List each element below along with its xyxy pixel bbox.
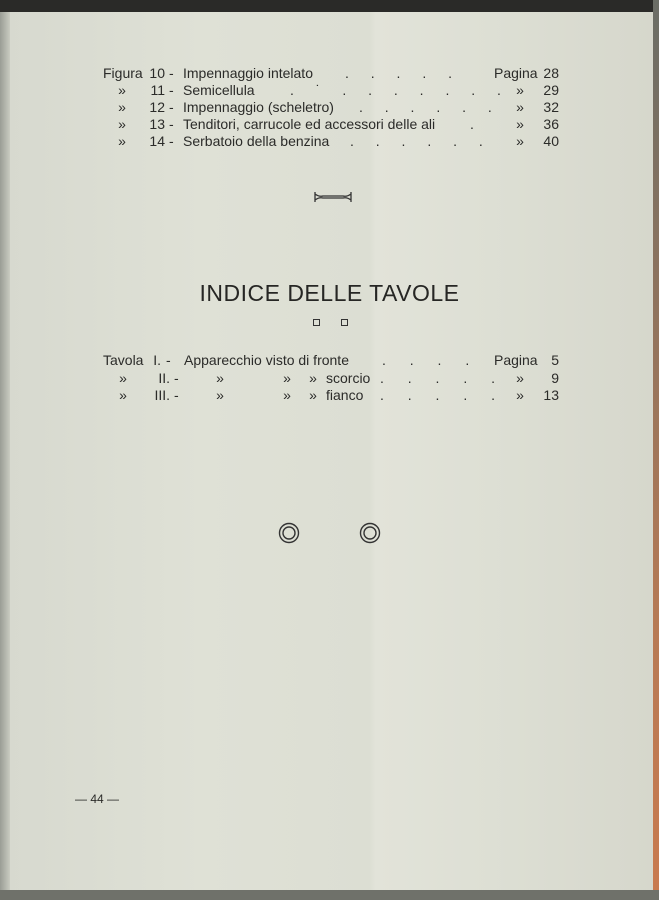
page-number: 28 xyxy=(543,65,559,81)
ditto-mark: » xyxy=(516,82,524,98)
entry-number: 13 xyxy=(149,116,165,132)
dot-leader: . . . . . xyxy=(380,387,506,403)
entry-number: III. xyxy=(154,387,170,403)
entry-separator: - xyxy=(169,82,174,98)
ditto-mark: » xyxy=(283,370,291,386)
circle-ornament xyxy=(278,522,300,544)
page-number: 9 xyxy=(551,370,559,386)
figure-entry xyxy=(0,133,659,150)
page-label: Pagina xyxy=(494,65,538,81)
entry-title: Impennaggio intelato xyxy=(183,65,313,81)
entry-separator: - xyxy=(169,65,174,81)
page-label: Pagina xyxy=(494,352,538,368)
ditto-mark: » xyxy=(283,387,291,403)
ditto-mark: » xyxy=(516,370,524,386)
entry-number: 10 xyxy=(149,65,165,81)
page-number: 32 xyxy=(543,99,559,115)
dot-leader: . . . . . . xyxy=(350,133,492,149)
page-number-folio: — 44 — xyxy=(75,792,120,806)
ditto-mark: » xyxy=(118,82,126,98)
entry-number: 14 xyxy=(149,133,165,149)
ditto-mark: » xyxy=(118,99,126,115)
table-entry xyxy=(0,387,659,404)
entry-title: scorcio xyxy=(326,370,371,386)
dot-leader: . . . . xyxy=(382,352,480,368)
entry-prefix: Tavola xyxy=(103,352,144,368)
ditto-mark: » xyxy=(309,370,317,386)
page-number: 40 xyxy=(543,133,559,149)
square-ornament xyxy=(313,319,320,326)
figure-entry xyxy=(0,99,659,116)
entry-number: I. xyxy=(153,352,161,368)
entry-separator: - xyxy=(174,370,179,386)
square-ornament xyxy=(341,319,348,326)
entry-title: fianco xyxy=(326,387,364,403)
table-entry xyxy=(0,352,659,369)
section-heading: INDICE DELLE TAVOLE xyxy=(199,280,460,306)
ditto-mark: » xyxy=(516,116,524,132)
entry-separator: - xyxy=(169,133,174,149)
figure-entry xyxy=(0,116,659,133)
dot-leader: . . . . . xyxy=(345,65,462,81)
entry-number: II. xyxy=(158,370,170,386)
circle-ornament xyxy=(359,522,381,544)
entry-number: 12 xyxy=(149,99,165,115)
divider-ornament xyxy=(313,191,353,203)
dot-leader: . ˙ . . . . . . . xyxy=(290,82,510,98)
dot-leader: . . . . . xyxy=(380,370,506,386)
ditto-mark: » xyxy=(119,370,127,386)
ditto-mark: » xyxy=(309,387,317,403)
figure-entry xyxy=(0,82,659,99)
dot-leader: . . . . . . xyxy=(359,99,501,115)
entry-separator: - xyxy=(174,387,179,403)
entry-title: Tenditori, carrucole ed accessori delle ali xyxy=(183,116,436,132)
entry-title: Serbatoio della benzina xyxy=(183,133,330,149)
ditto-mark: » xyxy=(216,370,224,386)
entry-separator: - xyxy=(169,99,174,115)
entry-title: Apparecchio visto di fronte xyxy=(184,352,349,368)
ditto-mark: » xyxy=(118,116,126,132)
entry-number: 11 xyxy=(150,82,165,98)
page-number: 36 xyxy=(543,116,559,132)
entry-title: Semicellula xyxy=(183,82,255,98)
entry-prefix: Figura xyxy=(103,65,143,81)
page-number: 29 xyxy=(543,82,559,98)
ditto-mark: » xyxy=(516,133,524,149)
ditto-mark: » xyxy=(119,387,127,403)
page-bottom-edge xyxy=(0,890,659,900)
figure-entry xyxy=(0,65,659,82)
table-entry xyxy=(0,370,659,387)
ditto-mark: » xyxy=(118,133,126,149)
entry-separator: - xyxy=(169,116,174,132)
entry-title: Impennaggio (scheletro) xyxy=(183,99,334,115)
ditto-mark: » xyxy=(216,387,224,403)
entry-separator: - xyxy=(166,352,171,368)
page-number: 13 xyxy=(543,387,559,403)
ditto-mark: » xyxy=(516,387,524,403)
dot-leader: . xyxy=(470,116,483,132)
page-number: 5 xyxy=(551,352,559,368)
ditto-mark: » xyxy=(516,99,524,115)
